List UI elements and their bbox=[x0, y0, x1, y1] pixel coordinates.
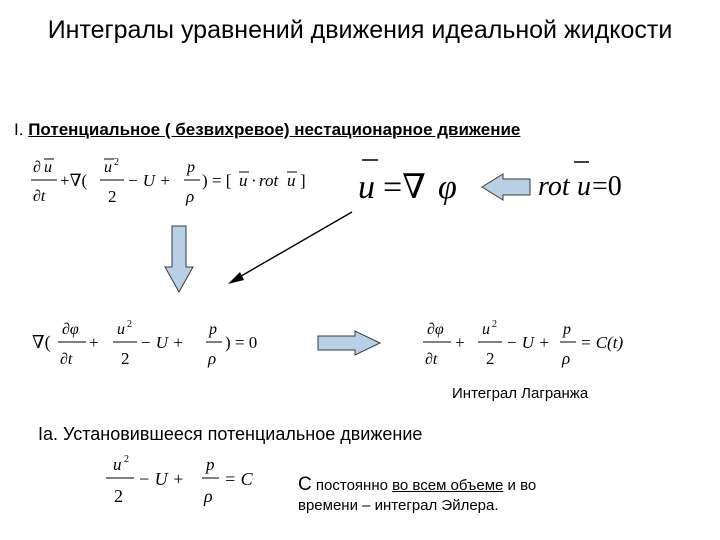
svg-text:rot: rot bbox=[538, 171, 570, 202]
svg-text:+: + bbox=[89, 333, 99, 352]
svg-text:rot: rot bbox=[259, 171, 279, 190]
svg-text:2: 2 bbox=[492, 319, 497, 330]
svg-text:ρ: ρ bbox=[186, 187, 195, 206]
svg-text:]: ] bbox=[300, 171, 306, 190]
euler-constant: С bbox=[298, 474, 312, 495]
svg-text:− U +: − U + bbox=[127, 171, 171, 190]
svg-text:) = 0: ) = 0 bbox=[225, 333, 258, 352]
svg-text:+∇(: +∇( bbox=[60, 171, 88, 190]
equation-bernoulli bbox=[106, 454, 254, 506]
svg-text:2: 2 bbox=[121, 349, 130, 368]
svg-text:∂t: ∂t bbox=[425, 351, 438, 368]
svg-text:= C(t): = C(t) bbox=[580, 333, 624, 352]
arrow-down bbox=[165, 226, 193, 292]
svg-text:p: p bbox=[187, 159, 195, 176]
svg-text:·: · bbox=[251, 171, 257, 190]
svg-text:u: u bbox=[44, 159, 52, 176]
equation-gradient bbox=[32, 319, 257, 368]
svg-text:u: u bbox=[117, 321, 125, 338]
svg-text:u: u bbox=[113, 455, 122, 474]
section-2-heading: Iа. Установившееся потенциальное движение bbox=[38, 424, 423, 444]
svg-text:2: 2 bbox=[127, 319, 132, 330]
euler-note-part1: постоянно bbox=[315, 477, 388, 494]
svg-text:∂φ: ∂φ bbox=[427, 321, 444, 338]
svg-text:2: 2 bbox=[124, 454, 129, 465]
equation-potential bbox=[358, 160, 457, 206]
svg-text:2: 2 bbox=[114, 486, 123, 506]
svg-text:ρ: ρ bbox=[208, 349, 217, 368]
euler-note-part3: и во bbox=[507, 477, 537, 494]
svg-text:2: 2 bbox=[108, 187, 117, 206]
svg-text:p: p bbox=[209, 321, 217, 338]
slide-title: Интегралы уравнений движения идеальной жидкости bbox=[47, 16, 673, 44]
svg-text:p: p bbox=[563, 321, 571, 338]
arrow-diagonal bbox=[228, 212, 352, 284]
svg-text:u: u bbox=[482, 321, 490, 338]
euler-note-line2: времени – интеграл Эйлера. bbox=[298, 497, 499, 514]
svg-text:ρ: ρ bbox=[204, 486, 213, 506]
svg-text:− U +: − U + bbox=[140, 333, 184, 352]
svg-text:) = [: ) = [ bbox=[202, 171, 232, 190]
equation-irrotational bbox=[538, 162, 622, 202]
svg-text:u: u bbox=[104, 159, 112, 176]
svg-text:u: u bbox=[287, 171, 296, 190]
svg-text:ρ: ρ bbox=[562, 349, 571, 368]
svg-text:φ: φ bbox=[438, 169, 457, 206]
svg-text:∂: ∂ bbox=[33, 159, 41, 176]
svg-text:2: 2 bbox=[486, 349, 495, 368]
lagrange-caption: Интеграл Лагранжа bbox=[452, 385, 589, 402]
svg-text:u: u bbox=[358, 169, 375, 206]
svg-text:= C: = C bbox=[224, 469, 253, 489]
arrow-left-top bbox=[482, 174, 530, 200]
arrow-right bbox=[318, 331, 380, 355]
svg-text:∂t: ∂t bbox=[60, 351, 73, 368]
svg-text:2: 2 bbox=[114, 157, 119, 168]
section-1-numeral: I. bbox=[14, 120, 24, 139]
svg-text:− U +: − U + bbox=[506, 333, 550, 352]
svg-text:+: + bbox=[455, 333, 465, 352]
section-1-text: Потенциальное ( безвихревое) нестационарное движение bbox=[28, 120, 521, 139]
svg-text:∂t: ∂t bbox=[33, 188, 46, 205]
euler-note bbox=[298, 475, 536, 516]
equation-lagrange bbox=[423, 319, 623, 368]
svg-text:u: u bbox=[239, 171, 248, 190]
euler-note-part2: во всем объеме bbox=[392, 477, 504, 494]
equation-euler bbox=[31, 157, 306, 206]
svg-text:∇(: ∇( bbox=[32, 332, 51, 352]
svg-text:p: p bbox=[206, 455, 215, 474]
svg-text:− U +: − U + bbox=[138, 469, 185, 489]
svg-text:=0: =0 bbox=[592, 171, 622, 202]
svg-text:∂φ: ∂φ bbox=[62, 321, 79, 338]
svg-text:=∇: =∇ bbox=[383, 169, 426, 206]
svg-text:u: u bbox=[577, 171, 591, 202]
